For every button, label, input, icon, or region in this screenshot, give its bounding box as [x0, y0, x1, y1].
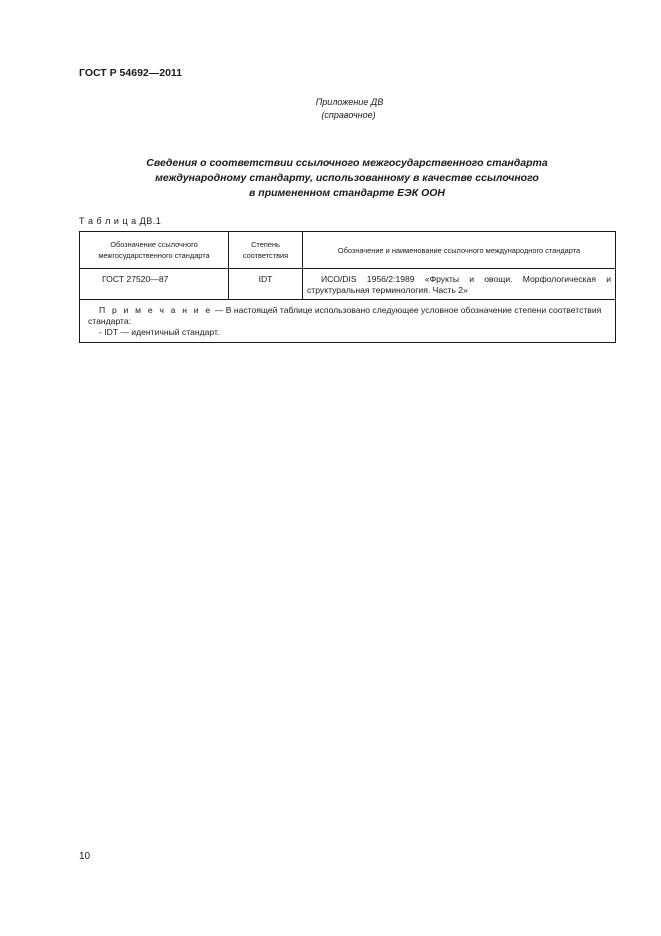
table-note-row [80, 300, 616, 343]
note-item [88, 327, 611, 338]
cell-international-text: ИСО/DIS 1956/2:1989 «Фрукты и овощи. Морфологическая и структуральная терминология. Часть 2» [307, 274, 611, 295]
cell-international [303, 269, 616, 300]
note-paragraph [88, 305, 611, 327]
annex-title: Приложение ДВ [315, 97, 384, 107]
header-designation-line-1: Обозначение ссылочного [110, 240, 198, 249]
section-heading [79, 156, 615, 201]
cell-designation: ГОСТ 27520—87 [80, 269, 229, 300]
heading-line-1: Сведения о соответствии ссылочного межгосударственного стандарта [146, 157, 548, 169]
note-label: П р и м е ч а н и е [99, 305, 213, 315]
note-text: — В настоящей таблице использовано следующее условное обозначение степени соответствия стандарта: [88, 305, 602, 326]
cell-degree: IDT [229, 269, 303, 300]
header-designation-line-2: межгосударственного стандарта [98, 251, 210, 260]
correspondence-table [79, 231, 616, 343]
table-row [80, 269, 616, 300]
annex-title-block [0, 96, 661, 122]
header-degree-line-2: соответствия [242, 251, 289, 260]
heading-line-3: в примененном стандарте ЕЭК ООН [249, 187, 445, 199]
page-number: 10 [79, 851, 91, 862]
header-international: Обозначение и наименование ссылочного международного стандарта [303, 232, 616, 269]
table-note [80, 300, 616, 343]
table-caption: Т а б л и ц а ДВ.1 [79, 216, 162, 226]
header-designation [80, 232, 229, 269]
document-code: ГОСТ Р 54692—2011 [79, 67, 183, 79]
note-item-text: - IDT — идентичный стандарт. [99, 327, 220, 337]
header-degree-line-1: Степень [251, 240, 280, 249]
annex-subtitle: (справочное) [321, 110, 376, 120]
heading-line-2: международному стандарту, использованному в качестве ссылочного [155, 172, 539, 184]
header-degree [229, 232, 303, 269]
table-header-row [80, 232, 616, 269]
